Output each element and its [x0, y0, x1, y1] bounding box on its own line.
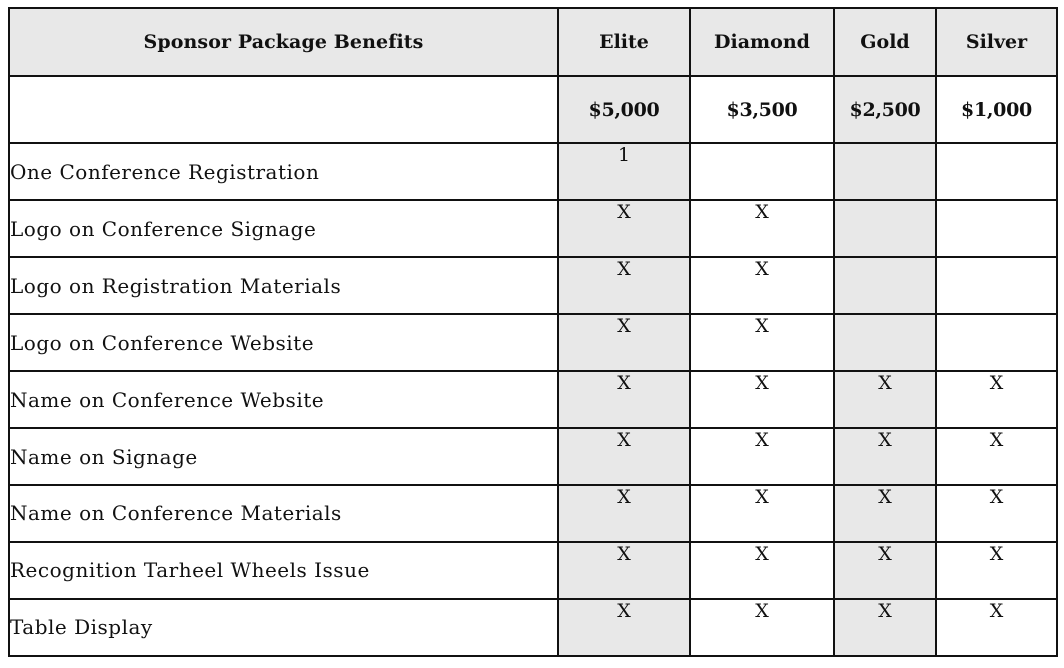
- cell-gold: [834, 143, 936, 200]
- price-row: [9, 76, 1057, 143]
- price-diamond: $3,500: [690, 76, 834, 143]
- cell-silver: [936, 257, 1057, 314]
- price-elite: $5,000: [558, 76, 690, 143]
- cell-elite: 1: [558, 143, 690, 200]
- header-tier-silver: Silver: [936, 8, 1057, 76]
- cell-silver: [936, 314, 1057, 371]
- cell-gold: [834, 200, 936, 257]
- cell-silver: X: [936, 371, 1057, 428]
- table-row: [9, 143, 1057, 200]
- table-header-row: [9, 8, 1057, 76]
- cell-elite: X: [558, 428, 690, 485]
- cell-diamond: [690, 143, 834, 200]
- table-row: [9, 257, 1057, 314]
- cell-gold: [834, 257, 936, 314]
- cell-gold: [834, 314, 936, 371]
- sponsor-package-table: [8, 7, 1058, 657]
- cell-elite: X: [558, 542, 690, 599]
- cell-gold: X: [834, 428, 936, 485]
- header-tier-diamond: Diamond: [690, 8, 834, 76]
- cell-diamond: X: [690, 371, 834, 428]
- price-row-label: [9, 76, 558, 143]
- price-silver: $1,000: [936, 76, 1057, 143]
- cell-elite: X: [558, 314, 690, 371]
- table-row: [9, 428, 1057, 485]
- cell-diamond: X: [690, 257, 834, 314]
- table-row: [9, 314, 1057, 371]
- cell-gold: X: [834, 599, 936, 656]
- cell-silver: X: [936, 599, 1057, 656]
- cell-silver: [936, 200, 1057, 257]
- table-row: [9, 542, 1057, 599]
- cell-gold: X: [834, 371, 936, 428]
- table-row: [9, 599, 1057, 656]
- benefit-label: Name on Signage: [9, 428, 558, 485]
- table-row: [9, 200, 1057, 257]
- cell-diamond: X: [690, 599, 834, 656]
- header-benefits: Sponsor Package Benefits: [9, 8, 558, 76]
- benefit-label: Table Display: [9, 599, 558, 656]
- cell-elite: X: [558, 599, 690, 656]
- cell-silver: X: [936, 542, 1057, 599]
- cell-elite: X: [558, 371, 690, 428]
- header-tier-gold: Gold: [834, 8, 936, 76]
- cell-silver: [936, 143, 1057, 200]
- benefit-label: Name on Conference Materials: [9, 485, 558, 542]
- cell-diamond: X: [690, 542, 834, 599]
- cell-gold: X: [834, 485, 936, 542]
- price-gold: $2,500: [834, 76, 936, 143]
- benefit-label: One Conference Registration: [9, 143, 558, 200]
- table-row: [9, 485, 1057, 542]
- benefit-label: Logo on Conference Website: [9, 314, 558, 371]
- cell-silver: X: [936, 428, 1057, 485]
- table-row: [9, 371, 1057, 428]
- cell-elite: X: [558, 485, 690, 542]
- benefit-label: Name on Conference Website: [9, 371, 558, 428]
- cell-diamond: X: [690, 485, 834, 542]
- cell-diamond: X: [690, 428, 834, 485]
- benefit-label: Recognition Tarheel Wheels Issue: [9, 542, 558, 599]
- benefit-label: Logo on Conference Signage: [9, 200, 558, 257]
- cell-diamond: X: [690, 200, 834, 257]
- cell-elite: X: [558, 200, 690, 257]
- cell-gold: X: [834, 542, 936, 599]
- cell-silver: X: [936, 485, 1057, 542]
- benefit-label: Logo on Registration Materials: [9, 257, 558, 314]
- header-tier-elite: Elite: [558, 8, 690, 76]
- cell-diamond: X: [690, 314, 834, 371]
- cell-elite: X: [558, 257, 690, 314]
